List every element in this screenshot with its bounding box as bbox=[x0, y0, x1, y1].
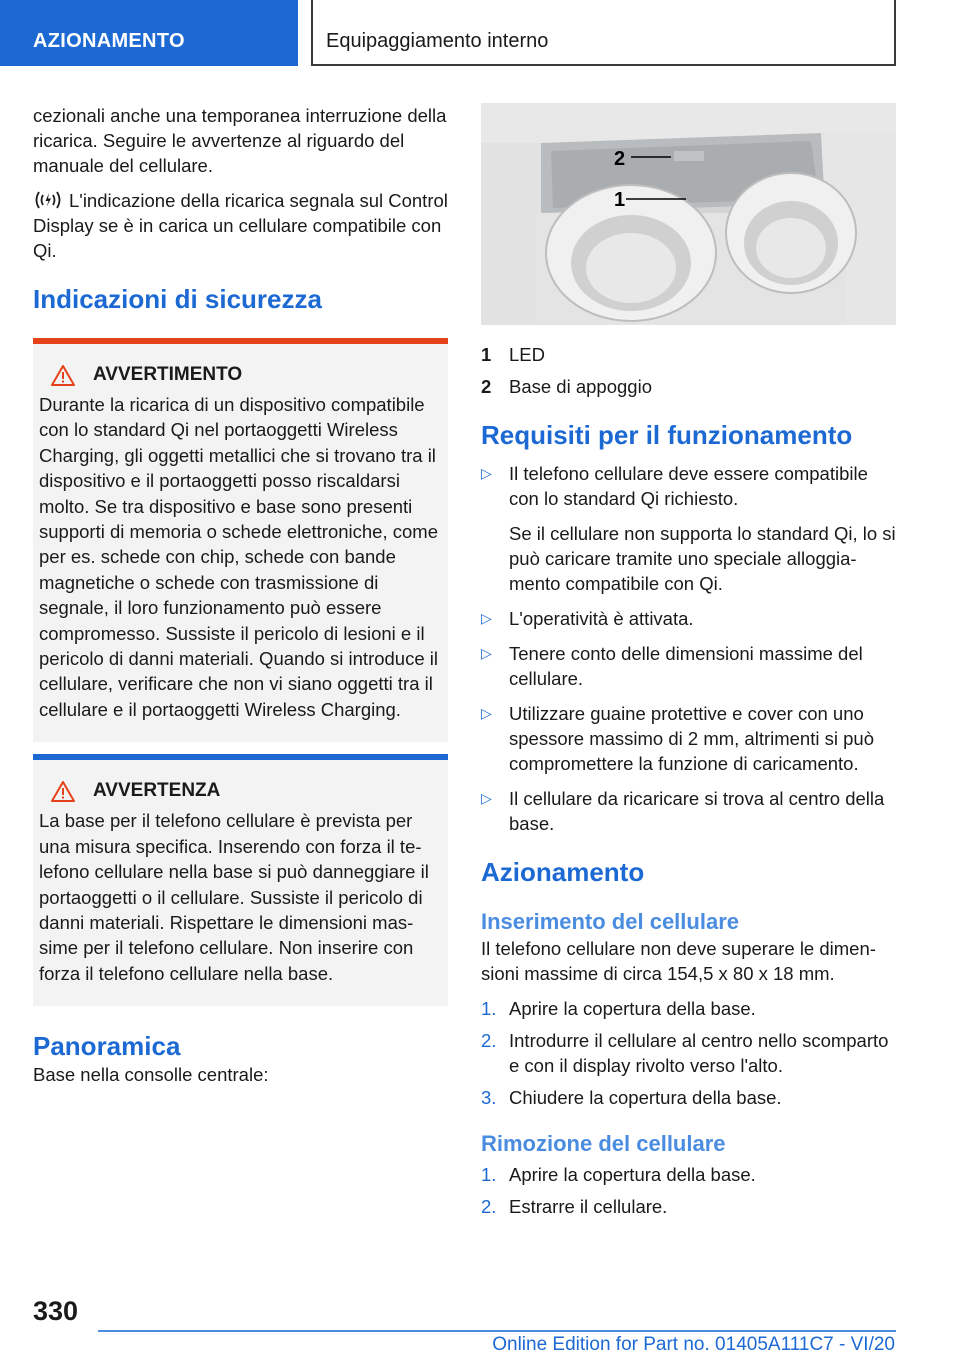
safety-heading: Indicazioni di sicurezza bbox=[33, 284, 322, 314]
overview-heading: Panoramica bbox=[33, 1031, 181, 1062]
list-item bbox=[481, 641, 896, 691]
list-item bbox=[481, 996, 896, 1021]
notice-title: AVVERTENZA bbox=[93, 780, 221, 802]
list-item bbox=[481, 1085, 896, 1110]
page-number: 330 bbox=[33, 1296, 79, 1326]
notice-box bbox=[33, 754, 448, 1006]
step-number: 2. bbox=[481, 1030, 497, 1051]
requirement-subtext: Se il cellulare non supporta lo standard Qi, lo si può caricare tramite uno speciale alloggiamento compatibile con Qi. bbox=[509, 523, 896, 594]
chapter-title-box bbox=[311, 0, 896, 66]
step-text: Introdurre il cellulare al centro nello scomparto e con il display rivolto verso l'alto. bbox=[509, 1030, 889, 1076]
step-text: Estrarre il cellulare. bbox=[509, 1196, 668, 1217]
triangle-bullet-icon: ▷ bbox=[481, 645, 492, 661]
insert-text: Il telefono cellulare non deve superare le dimensioni massime di circa 154,5 x 80 x 18 mm. bbox=[481, 938, 876, 984]
footer-divider bbox=[98, 1330, 896, 1332]
operation-heading: Azionamento bbox=[481, 857, 645, 887]
notice-text: La base per il telefono cellulare è prevista per una misura specifica. Inserendo con forza il telefono cellulare nella base si può danneggiare il portaoggetti o il cellulare. Sussiste il pericolo di danni materiali. Rispettare le dimensioni massime per il telefono cellulare. Non inserire con forza il telefono cellulare nella base. bbox=[39, 810, 429, 984]
list-item bbox=[481, 786, 896, 836]
list-item bbox=[481, 461, 896, 596]
triangle-bullet-icon: ▷ bbox=[481, 610, 492, 626]
intro-paragraph: cezionali anche una temporanea interruzione della ricarica. Seguire le avvertenze al riguardo del manuale del cellulare. bbox=[33, 105, 447, 176]
step-number: 3. bbox=[481, 1087, 497, 1108]
notice-header bbox=[39, 778, 440, 804]
requirement-text: L'operatività è attivata. bbox=[509, 608, 694, 629]
step-number: 1. bbox=[481, 1164, 497, 1185]
list-item bbox=[481, 606, 896, 631]
warning-triangle-icon bbox=[51, 780, 75, 802]
list-item bbox=[481, 1028, 896, 1078]
left-column bbox=[33, 103, 448, 1087]
list-item bbox=[481, 1162, 896, 1187]
page-header bbox=[0, 0, 960, 66]
photo-label-2: 2 bbox=[614, 148, 626, 170]
section-tab bbox=[0, 0, 298, 66]
requirement-text: Tenere conto delle dimensioni massime del cellulare. bbox=[509, 643, 863, 689]
right-column bbox=[481, 103, 896, 1226]
triangle-bullet-icon: ▷ bbox=[481, 465, 492, 481]
edition-link[interactable]: Online Edition for Part no. 01405A111C7 - VI/20 bbox=[492, 1334, 895, 1355]
photo-legend bbox=[481, 339, 896, 403]
legend-number: 1 bbox=[481, 344, 492, 365]
remove-steps bbox=[481, 1162, 896, 1219]
insert-steps bbox=[481, 996, 896, 1110]
insert-heading: Inserimento del cellulare bbox=[481, 909, 739, 934]
triangle-bullet-icon: ▷ bbox=[481, 790, 492, 806]
section-label: AZIONAMENTO bbox=[33, 30, 185, 52]
chapter-title: Equipaggiamento interno bbox=[326, 30, 549, 52]
console-photo bbox=[481, 103, 896, 325]
legend-row bbox=[481, 371, 896, 403]
charging-paragraph bbox=[33, 188, 448, 263]
list-item bbox=[481, 701, 896, 776]
legend-number: 2 bbox=[481, 376, 492, 397]
triangle-bullet-icon: ▷ bbox=[481, 705, 492, 721]
requirements-heading: Requisiti per il funzionamento bbox=[481, 420, 853, 450]
requirement-text: Il telefono cellulare deve essere compatibile con lo standard Qi richiesto. bbox=[509, 463, 868, 509]
step-number: 1. bbox=[481, 998, 497, 1019]
requirement-text: Utilizzare guaine protettive e cover con uno spessore massimo di 2 mm, altrimenti si può compromettere la funzione di caricamento. bbox=[509, 703, 874, 774]
warning-box bbox=[33, 338, 448, 742]
step-number: 2. bbox=[481, 1196, 497, 1217]
legend-label: LED bbox=[509, 344, 545, 365]
photo-label-1: 1 bbox=[614, 189, 626, 211]
wireless-charging-icon bbox=[33, 189, 63, 211]
warning-title: AVVERTIMENTO bbox=[93, 364, 243, 385]
step-text: Aprire la copertura della base. bbox=[509, 1164, 756, 1185]
step-text: Aprire la copertura della base. bbox=[509, 998, 756, 1019]
overview-text: Base nella consolle centrale: bbox=[33, 1064, 269, 1086]
requirement-text: Il cellulare da ricaricare si trova al centro della base. bbox=[509, 788, 885, 834]
legend-label: Base di appoggio bbox=[509, 376, 652, 397]
requirements-list bbox=[481, 461, 896, 836]
charging-text: L'indicazione della ricarica segnala sul Control Display se è in carica un cellulare compatibile con Qi. bbox=[33, 190, 448, 261]
legend-row bbox=[481, 339, 896, 371]
warning-text: Durante la ricarica di un dispositivo compatibile con lo standard Qi nel portaoggetti Wireless Charging, gli oggetti metallici che si trovano tra il dispositivo e il portaoggetti posso riscaldarsi molto. Se tra dispositivo e base sono presenti supporti di memoria o schede elettroniche, come per es. schede con chip, schede con bande magnetiche o schede con trasmissione di segnale, il loro funzionamento può essere compromesso. Sussiste il pericolo di lesioni e il pericolo di danni materiali. Quando si introduce il cellulare, verificare che non vi siano oggetti tra il cellulare e il portaoggetti Wireless Charging. bbox=[39, 394, 438, 720]
list-item bbox=[481, 1194, 896, 1219]
warning-header bbox=[39, 362, 440, 388]
warning-triangle-icon bbox=[51, 364, 75, 386]
step-text: Chiudere la copertura della base. bbox=[509, 1087, 782, 1108]
remove-heading: Rimozione del cellulare bbox=[481, 1131, 726, 1156]
